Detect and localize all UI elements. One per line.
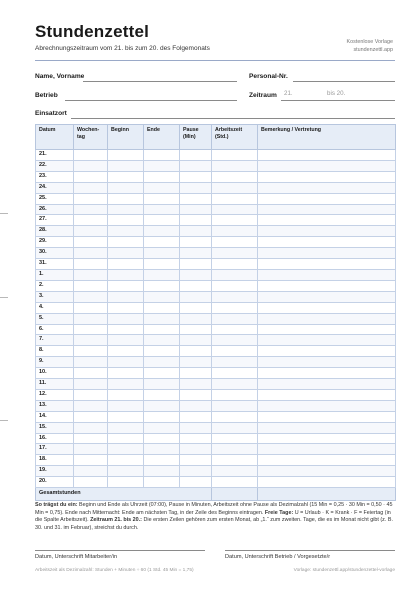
pause-cell[interactable] bbox=[180, 215, 212, 226]
bemerkung-cell[interactable] bbox=[258, 160, 396, 171]
date-cell: 29. bbox=[36, 237, 74, 248]
beginn-cell[interactable] bbox=[108, 291, 144, 302]
pause-cell[interactable] bbox=[180, 335, 212, 346]
total-hours-cell[interactable] bbox=[212, 488, 258, 501]
timesheet-table bbox=[35, 124, 396, 501]
ende-cell[interactable] bbox=[144, 433, 180, 444]
zeitraum-field[interactable] bbox=[281, 100, 395, 101]
arbeitszeit-cell[interactable] bbox=[212, 444, 258, 455]
arbeitszeit-cell[interactable] bbox=[212, 346, 258, 357]
date-cell: 22. bbox=[36, 160, 74, 171]
ende-cell[interactable] bbox=[144, 455, 180, 466]
beginn-cell[interactable] bbox=[108, 204, 144, 215]
bemerkung-cell[interactable] bbox=[258, 280, 396, 291]
bemerkung-cell[interactable] bbox=[258, 411, 396, 422]
wochentag-cell[interactable] bbox=[74, 269, 108, 280]
instructions-text-1: Beginn und Ende als Uhrzeit (07:00), Pause in Minuten, Arbeitszeit ohne Pause als Dezimalzahl (15 Min = 0,25 · 30 Min = 0,50 · 45 Min = 0,75). Ende nach Mitternacht: Ende am nächsten Tag, in der Zeile des Beginns eintragen. bbox=[35, 502, 393, 516]
table-row bbox=[36, 248, 396, 259]
arbeitszeit-cell[interactable] bbox=[212, 215, 258, 226]
wochentag-cell[interactable] bbox=[74, 171, 108, 182]
table-row bbox=[36, 411, 396, 422]
arbeitszeit-cell[interactable] bbox=[212, 291, 258, 302]
zeitraum-from: 21. bbox=[284, 90, 293, 97]
instructions-period: Zeitraum 21. bis 20.: bbox=[90, 517, 142, 524]
fold-mark bbox=[0, 420, 8, 421]
beginn-cell[interactable] bbox=[108, 389, 144, 400]
bemerkung-cell[interactable] bbox=[258, 248, 396, 259]
pause-cell[interactable] bbox=[180, 280, 212, 291]
bemerkung-cell[interactable] bbox=[258, 313, 396, 324]
beginn-cell[interactable] bbox=[108, 302, 144, 313]
wochentag-cell[interactable] bbox=[74, 389, 108, 400]
zeitraum-to: bis 20. bbox=[327, 90, 346, 97]
bemerkung-cell[interactable] bbox=[258, 400, 396, 411]
table-row bbox=[36, 455, 396, 466]
table-row bbox=[36, 444, 396, 455]
ende-cell[interactable] bbox=[144, 335, 180, 346]
table-row bbox=[36, 389, 396, 400]
header-divider bbox=[35, 60, 395, 61]
wochentag-cell[interactable] bbox=[74, 204, 108, 215]
template-note-site: stundenzettl.app bbox=[353, 47, 393, 53]
wochentag-cell[interactable] bbox=[74, 477, 108, 488]
arbeitszeit-cell[interactable] bbox=[212, 313, 258, 324]
wochentag-cell[interactable] bbox=[74, 400, 108, 411]
pause-cell[interactable] bbox=[180, 477, 212, 488]
table-row bbox=[36, 160, 396, 171]
personal-nr-field[interactable] bbox=[293, 81, 395, 82]
arbeitszeit-cell[interactable] bbox=[212, 477, 258, 488]
table-row bbox=[36, 182, 396, 193]
beginn-cell[interactable] bbox=[108, 324, 144, 335]
arbeitszeit-cell[interactable] bbox=[212, 466, 258, 477]
date-cell: 2. bbox=[36, 280, 74, 291]
bemerkung-cell[interactable] bbox=[258, 291, 396, 302]
beginn-cell[interactable] bbox=[108, 171, 144, 182]
bemerkung-cell[interactable] bbox=[258, 368, 396, 379]
bemerkung-cell[interactable] bbox=[258, 150, 396, 161]
wochentag-cell[interactable] bbox=[74, 324, 108, 335]
ende-cell[interactable] bbox=[144, 324, 180, 335]
instructions-free-days: Freie Tage: bbox=[264, 509, 294, 516]
employer-signature-line[interactable] bbox=[225, 550, 395, 551]
beginn-cell[interactable] bbox=[108, 444, 144, 455]
ende-cell[interactable] bbox=[144, 215, 180, 226]
instructions-text-2: U = Urlaub · K = Krank · F = Feiertag (in die Spalte Arbeitszeit). bbox=[35, 509, 391, 524]
wochentag-cell[interactable] bbox=[74, 237, 108, 248]
wochentag-cell[interactable] bbox=[74, 280, 108, 291]
date-cell: 15. bbox=[36, 422, 74, 433]
arbeitszeit-cell[interactable] bbox=[212, 193, 258, 204]
instructions-lead: So trägst du ein: bbox=[35, 502, 78, 508]
table-row bbox=[36, 193, 396, 204]
wochentag-cell[interactable] bbox=[74, 248, 108, 259]
ende-cell[interactable] bbox=[144, 368, 180, 379]
pause-cell[interactable] bbox=[180, 291, 212, 302]
name-label: Name, Vorname bbox=[35, 73, 85, 80]
wochentag-cell[interactable] bbox=[74, 368, 108, 379]
arbeitszeit-cell[interactable] bbox=[212, 280, 258, 291]
ende-cell[interactable] bbox=[144, 379, 180, 390]
ende-cell[interactable] bbox=[144, 160, 180, 171]
date-cell: 11. bbox=[36, 379, 74, 390]
date-cell: 20. bbox=[36, 477, 74, 488]
arbeitszeit-cell[interactable] bbox=[212, 248, 258, 259]
pause-cell[interactable] bbox=[180, 379, 212, 390]
table-row bbox=[36, 269, 396, 280]
wochentag-cell[interactable] bbox=[74, 193, 108, 204]
table-row bbox=[36, 477, 396, 488]
beginn-cell[interactable] bbox=[108, 422, 144, 433]
bemerkung-cell[interactable] bbox=[258, 422, 396, 433]
table-row bbox=[36, 171, 396, 182]
table-row bbox=[36, 324, 396, 335]
pause-cell[interactable] bbox=[180, 324, 212, 335]
template-note bbox=[347, 38, 393, 54]
beginn-cell[interactable] bbox=[108, 379, 144, 390]
pause-cell[interactable] bbox=[180, 433, 212, 444]
arbeitszeit-cell[interactable] bbox=[212, 160, 258, 171]
pause-cell[interactable] bbox=[180, 160, 212, 171]
arbeitszeit-cell[interactable] bbox=[212, 324, 258, 335]
ende-cell[interactable] bbox=[144, 389, 180, 400]
wochentag-cell[interactable] bbox=[74, 335, 108, 346]
pause-cell[interactable] bbox=[180, 171, 212, 182]
pause-cell[interactable] bbox=[180, 150, 212, 161]
name-field[interactable] bbox=[83, 81, 237, 82]
date-cell: 26. bbox=[36, 204, 74, 215]
bemerkung-cell[interactable] bbox=[258, 389, 396, 400]
table-header-row bbox=[36, 125, 396, 150]
beginn-cell[interactable] bbox=[108, 248, 144, 259]
date-cell: 19. bbox=[36, 466, 74, 477]
arbeitszeit-cell[interactable] bbox=[212, 150, 258, 161]
beginn-cell[interactable] bbox=[108, 466, 144, 477]
page-subtitle: Abrechnungszeitraum vom 21. bis zum 20. des Folgemonats bbox=[35, 45, 210, 52]
arbeitszeit-cell[interactable] bbox=[212, 182, 258, 193]
ende-cell[interactable] bbox=[144, 466, 180, 477]
beginn-cell[interactable] bbox=[108, 335, 144, 346]
pause-cell[interactable] bbox=[180, 411, 212, 422]
beginn-cell[interactable] bbox=[108, 433, 144, 444]
table-row bbox=[36, 150, 396, 161]
employee-signature-label: Datum, Unterschrift Mitarbeiter/in bbox=[35, 554, 118, 560]
pause-cell[interactable] bbox=[180, 444, 212, 455]
employee-signature-line[interactable] bbox=[35, 550, 205, 551]
punch-mark bbox=[0, 297, 8, 298]
ende-cell[interactable] bbox=[144, 346, 180, 357]
date-cell: 27. bbox=[36, 215, 74, 226]
table-row bbox=[36, 346, 396, 357]
date-cell: 31. bbox=[36, 259, 74, 270]
ende-cell[interactable] bbox=[144, 237, 180, 248]
bemerkung-cell[interactable] bbox=[258, 226, 396, 237]
pause-cell[interactable] bbox=[180, 389, 212, 400]
bemerkung-cell[interactable] bbox=[258, 193, 396, 204]
fold-mark bbox=[0, 213, 8, 214]
col-ende-header: Ende bbox=[144, 125, 180, 150]
einsatzort-field[interactable] bbox=[71, 118, 395, 119]
table-row bbox=[36, 379, 396, 390]
table-row bbox=[36, 226, 396, 237]
beginn-cell[interactable] bbox=[108, 215, 144, 226]
bemerkung-cell[interactable] bbox=[258, 455, 396, 466]
pause-cell[interactable] bbox=[180, 302, 212, 313]
ende-cell[interactable] bbox=[144, 291, 180, 302]
beginn-cell[interactable] bbox=[108, 368, 144, 379]
footer-formula: Arbeitszeit als Dezimalzahl: Stunden + Minuten ÷ 60 (1 Std. 45 Min = 1,75) bbox=[35, 568, 194, 573]
personal-nr-label: Personal-Nr. bbox=[249, 73, 288, 80]
arbeitszeit-cell[interactable] bbox=[212, 259, 258, 270]
date-cell: 18. bbox=[36, 455, 74, 466]
ende-cell[interactable] bbox=[144, 444, 180, 455]
ende-cell[interactable] bbox=[144, 248, 180, 259]
date-cell: 6. bbox=[36, 324, 74, 335]
bemerkung-cell[interactable] bbox=[258, 215, 396, 226]
wochentag-cell[interactable] bbox=[74, 455, 108, 466]
beginn-cell[interactable] bbox=[108, 455, 144, 466]
bemerkung-cell[interactable] bbox=[258, 259, 396, 270]
beginn-cell[interactable] bbox=[108, 280, 144, 291]
table-row bbox=[36, 422, 396, 433]
ende-cell[interactable] bbox=[144, 357, 180, 368]
table-row bbox=[36, 466, 396, 477]
beginn-cell[interactable] bbox=[108, 160, 144, 171]
beginn-cell[interactable] bbox=[108, 150, 144, 161]
table-row bbox=[36, 313, 396, 324]
ende-cell[interactable] bbox=[144, 400, 180, 411]
date-cell: 1. bbox=[36, 269, 74, 280]
einsatzort-label: Einsatzort bbox=[35, 110, 67, 117]
arbeitszeit-cell[interactable] bbox=[212, 237, 258, 248]
pause-cell[interactable] bbox=[180, 269, 212, 280]
ende-cell[interactable] bbox=[144, 182, 180, 193]
ende-cell[interactable] bbox=[144, 269, 180, 280]
date-cell: 7. bbox=[36, 335, 74, 346]
date-cell: 23. bbox=[36, 171, 74, 182]
table-row bbox=[36, 291, 396, 302]
page-title: Stundenzettel bbox=[35, 22, 150, 41]
date-cell: 24. bbox=[36, 182, 74, 193]
instructions-text-3: Die ersten Zeilen gehören zum ersten Monat, ab „1.“ zum zweiten. Tage, die es im Monat nicht gibt (z. B. 30. und 31. im Februar), streichst du durch. bbox=[35, 517, 393, 531]
ende-cell[interactable] bbox=[144, 150, 180, 161]
wochentag-cell[interactable] bbox=[74, 346, 108, 357]
table-row bbox=[36, 433, 396, 444]
pause-cell[interactable] bbox=[180, 193, 212, 204]
arbeitszeit-cell[interactable] bbox=[212, 357, 258, 368]
table-row bbox=[36, 368, 396, 379]
zeitraum-label: Zeitraum bbox=[249, 92, 277, 99]
bemerkung-cell[interactable] bbox=[258, 182, 396, 193]
template-note-line: Kostenlose Vorlage bbox=[346, 39, 393, 45]
wochentag-cell[interactable] bbox=[74, 411, 108, 422]
pause-cell[interactable] bbox=[180, 346, 212, 357]
beginn-cell[interactable] bbox=[108, 226, 144, 237]
pause-cell[interactable] bbox=[180, 237, 212, 248]
pause-cell[interactable] bbox=[180, 226, 212, 237]
beginn-cell[interactable] bbox=[108, 346, 144, 357]
ende-cell[interactable] bbox=[144, 422, 180, 433]
arbeitszeit-cell[interactable] bbox=[212, 368, 258, 379]
table-row bbox=[36, 302, 396, 313]
col-arbeitszeit-header: Arbeitszeit (Std.) bbox=[212, 125, 258, 150]
table-row bbox=[36, 335, 396, 346]
date-cell: 12. bbox=[36, 389, 74, 400]
pause-cell[interactable] bbox=[180, 455, 212, 466]
wochentag-cell[interactable] bbox=[74, 182, 108, 193]
col-pause-header: Pause (Min) bbox=[180, 125, 212, 150]
table-row bbox=[36, 237, 396, 248]
beginn-cell[interactable] bbox=[108, 357, 144, 368]
ende-cell[interactable] bbox=[144, 302, 180, 313]
day-rows bbox=[36, 150, 396, 488]
beginn-cell[interactable] bbox=[108, 237, 144, 248]
beginn-cell[interactable] bbox=[108, 182, 144, 193]
table-row bbox=[36, 204, 396, 215]
pause-cell[interactable] bbox=[180, 400, 212, 411]
beginn-cell[interactable] bbox=[108, 313, 144, 324]
col-bemerkung-header: Bemerkung / Vertretung bbox=[258, 125, 396, 150]
beginn-cell[interactable] bbox=[108, 259, 144, 270]
date-cell: 10. bbox=[36, 368, 74, 379]
wochentag-cell[interactable] bbox=[74, 313, 108, 324]
ende-cell[interactable] bbox=[144, 193, 180, 204]
arbeitszeit-cell[interactable] bbox=[212, 269, 258, 280]
total-remark-cell bbox=[258, 488, 396, 501]
table-row bbox=[36, 280, 396, 291]
arbeitszeit-cell[interactable] bbox=[212, 389, 258, 400]
wochentag-cell[interactable] bbox=[74, 444, 108, 455]
arbeitszeit-cell[interactable] bbox=[212, 226, 258, 237]
wochentag-cell[interactable] bbox=[74, 160, 108, 171]
arbeitszeit-cell[interactable] bbox=[212, 204, 258, 215]
wochentag-cell[interactable] bbox=[74, 466, 108, 477]
arbeitszeit-cell[interactable] bbox=[212, 411, 258, 422]
bemerkung-cell[interactable] bbox=[258, 444, 396, 455]
wochentag-cell[interactable] bbox=[74, 215, 108, 226]
table-row bbox=[36, 357, 396, 368]
ende-cell[interactable] bbox=[144, 477, 180, 488]
beginn-cell[interactable] bbox=[108, 400, 144, 411]
wochentag-cell[interactable] bbox=[74, 379, 108, 390]
pause-cell[interactable] bbox=[180, 422, 212, 433]
bemerkung-cell[interactable] bbox=[258, 466, 396, 477]
wochentag-cell[interactable] bbox=[74, 259, 108, 270]
arbeitszeit-cell[interactable] bbox=[212, 379, 258, 390]
bemerkung-cell[interactable] bbox=[258, 379, 396, 390]
arbeitszeit-cell[interactable] bbox=[212, 422, 258, 433]
pause-cell[interactable] bbox=[180, 368, 212, 379]
arbeitszeit-cell[interactable] bbox=[212, 335, 258, 346]
date-cell: 28. bbox=[36, 226, 74, 237]
ende-cell[interactable] bbox=[144, 280, 180, 291]
betrieb-label: Betrieb bbox=[35, 92, 58, 99]
date-cell: 30. bbox=[36, 248, 74, 259]
date-cell: 25. bbox=[36, 193, 74, 204]
pause-cell[interactable] bbox=[180, 259, 212, 270]
wochentag-cell[interactable] bbox=[74, 422, 108, 433]
bemerkung-cell[interactable] bbox=[258, 335, 396, 346]
date-cell: 17. bbox=[36, 444, 74, 455]
wochentag-cell[interactable] bbox=[74, 433, 108, 444]
arbeitszeit-cell[interactable] bbox=[212, 400, 258, 411]
arbeitszeit-cell[interactable] bbox=[212, 171, 258, 182]
bemerkung-cell[interactable] bbox=[258, 269, 396, 280]
col-datum-header: Datum bbox=[36, 125, 74, 150]
arbeitszeit-cell[interactable] bbox=[212, 302, 258, 313]
ende-cell[interactable] bbox=[144, 204, 180, 215]
ende-cell[interactable] bbox=[144, 259, 180, 270]
bemerkung-cell[interactable] bbox=[258, 346, 396, 357]
beginn-cell[interactable] bbox=[108, 477, 144, 488]
date-cell: 9. bbox=[36, 357, 74, 368]
pause-cell[interactable] bbox=[180, 182, 212, 193]
date-cell: 16. bbox=[36, 433, 74, 444]
ende-cell[interactable] bbox=[144, 313, 180, 324]
wochentag-cell[interactable] bbox=[74, 302, 108, 313]
ende-cell[interactable] bbox=[144, 226, 180, 237]
date-cell: 3. bbox=[36, 291, 74, 302]
beginn-cell[interactable] bbox=[108, 269, 144, 280]
bemerkung-cell[interactable] bbox=[258, 433, 396, 444]
wochentag-cell[interactable] bbox=[74, 291, 108, 302]
wochentag-cell[interactable] bbox=[74, 150, 108, 161]
pause-cell[interactable] bbox=[180, 204, 212, 215]
date-cell: 14. bbox=[36, 411, 74, 422]
date-cell: 21. bbox=[36, 150, 74, 161]
bemerkung-cell[interactable] bbox=[258, 204, 396, 215]
arbeitszeit-cell[interactable] bbox=[212, 455, 258, 466]
total-label: Gesamtstunden bbox=[36, 488, 212, 501]
employer-signature-label: Datum, Unterschrift Betrieb / Vorgesetzte/r bbox=[225, 554, 331, 560]
bemerkung-cell[interactable] bbox=[258, 324, 396, 335]
bemerkung-cell[interactable] bbox=[258, 237, 396, 248]
date-cell: 13. bbox=[36, 400, 74, 411]
arbeitszeit-cell[interactable] bbox=[212, 433, 258, 444]
bemerkung-cell[interactable] bbox=[258, 171, 396, 182]
footer-source: Vorlage: stundenzettl.app/stundenzettel-vorlage bbox=[293, 568, 395, 573]
ende-cell[interactable] bbox=[144, 171, 180, 182]
date-cell: 5. bbox=[36, 313, 74, 324]
table-row bbox=[36, 215, 396, 226]
wochentag-cell[interactable] bbox=[74, 357, 108, 368]
wochentag-cell[interactable] bbox=[74, 226, 108, 237]
pause-cell[interactable] bbox=[180, 313, 212, 324]
bemerkung-cell[interactable] bbox=[258, 357, 396, 368]
pause-cell[interactable] bbox=[180, 466, 212, 477]
betrieb-field[interactable] bbox=[65, 100, 237, 101]
date-cell: 4. bbox=[36, 302, 74, 313]
bemerkung-cell[interactable] bbox=[258, 302, 396, 313]
beginn-cell[interactable] bbox=[108, 193, 144, 204]
pause-cell[interactable] bbox=[180, 357, 212, 368]
table-row bbox=[36, 400, 396, 411]
instructions bbox=[35, 502, 395, 532]
pause-cell[interactable] bbox=[180, 248, 212, 259]
date-cell: 8. bbox=[36, 346, 74, 357]
ende-cell[interactable] bbox=[144, 411, 180, 422]
total-row bbox=[36, 488, 396, 501]
col-wochentag-header: Wochen- tag bbox=[74, 125, 108, 150]
col-beginn-header: Beginn bbox=[108, 125, 144, 150]
table-row bbox=[36, 259, 396, 270]
bemerkung-cell[interactable] bbox=[258, 477, 396, 488]
beginn-cell[interactable] bbox=[108, 411, 144, 422]
